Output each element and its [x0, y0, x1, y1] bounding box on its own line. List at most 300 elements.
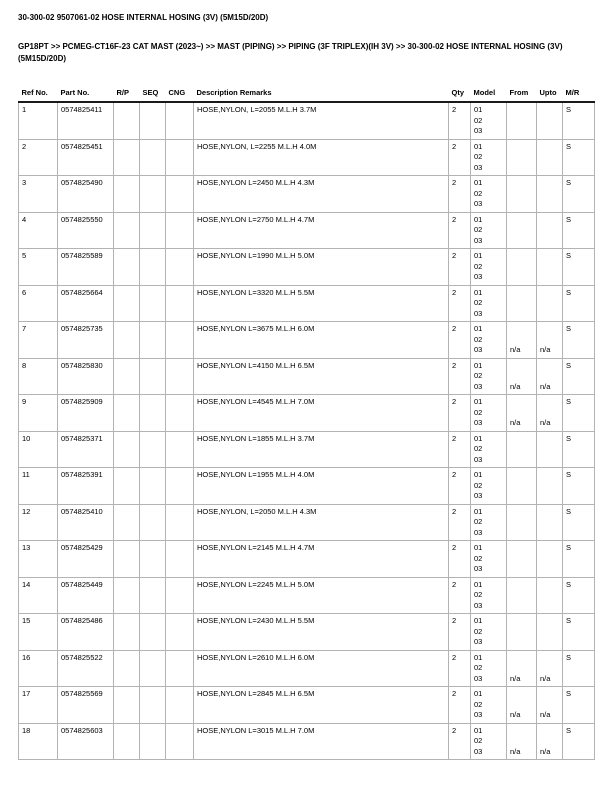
- upto-cell: [537, 395, 563, 432]
- cell-line: n/a: [510, 673, 521, 683]
- model-cell: [471, 614, 507, 651]
- cell-line: n/a: [540, 746, 551, 756]
- cell-line: [540, 590, 559, 601]
- ref-no-cell: 14: [19, 577, 58, 614]
- upto-cell: [537, 577, 563, 614]
- table-row: [19, 139, 595, 176]
- cng-cell: [166, 102, 194, 139]
- qty-cell: 2: [449, 577, 471, 614]
- qty-cell: 2: [449, 322, 471, 359]
- seq-cell: [140, 687, 166, 724]
- col-header-part-no: Part No.: [58, 86, 114, 102]
- description-cell: HOSE,NYLON L=3675 M.L.H 6.0M: [194, 322, 449, 359]
- header-row: [19, 86, 595, 102]
- cell-line: [510, 528, 533, 539]
- mr-cell: S: [563, 687, 595, 724]
- model-cell: [471, 504, 507, 541]
- cell-line: n/a: [540, 418, 551, 428]
- cell-line: [510, 116, 533, 127]
- table-row: [19, 723, 595, 760]
- part-no-cell: 0574825603: [58, 723, 114, 760]
- model-cell: [471, 687, 507, 724]
- cell-line: 02: [474, 517, 483, 527]
- cell-line: [510, 616, 533, 627]
- cell-line: 01: [474, 506, 483, 516]
- cell-line: 02: [474, 225, 483, 235]
- qty-cell: 2: [449, 541, 471, 578]
- cell-line: 02: [474, 261, 483, 271]
- cell-line: [540, 554, 559, 565]
- col-header-cng: CNG: [166, 86, 194, 102]
- cell-line: [540, 637, 559, 648]
- cell-line: [510, 309, 533, 320]
- cell-line: 03: [474, 600, 483, 610]
- cell-line: 03: [474, 272, 483, 282]
- mr-cell: S: [563, 322, 595, 359]
- part-no-cell: 0574825909: [58, 395, 114, 432]
- cell-line: 01: [474, 579, 483, 589]
- cell-line: 01: [474, 178, 483, 188]
- ref-no-cell: 18: [19, 723, 58, 760]
- cng-cell: [166, 541, 194, 578]
- from-cell: [507, 723, 537, 760]
- seq-cell: [140, 541, 166, 578]
- mr-cell: S: [563, 102, 595, 139]
- table-row: [19, 431, 595, 468]
- cell-line: [510, 189, 533, 200]
- description-cell: HOSE,NYLON L=2145 M.L.H 4.7M: [194, 541, 449, 578]
- cell-line: 02: [474, 371, 483, 381]
- cell-line: 01: [474, 689, 483, 699]
- mr-cell: S: [563, 723, 595, 760]
- cell-line: [540, 616, 559, 627]
- cell-line: [540, 663, 559, 674]
- cell-line: [510, 491, 533, 502]
- seq-cell: [140, 212, 166, 249]
- qty-cell: 2: [449, 723, 471, 760]
- ref-no-cell: 10: [19, 431, 58, 468]
- cng-cell: [166, 358, 194, 395]
- cell-line: [510, 288, 533, 299]
- cell-line: [540, 397, 559, 408]
- cell-line: [510, 199, 533, 210]
- cell-line: [510, 444, 533, 455]
- cng-cell: [166, 723, 194, 760]
- cell-line: [540, 580, 559, 591]
- cell-line: [540, 126, 559, 137]
- cell-line: 03: [474, 454, 483, 464]
- ref-no-cell: 1: [19, 102, 58, 139]
- ref-no-cell: 16: [19, 650, 58, 687]
- cell-line: 03: [474, 308, 483, 318]
- description-cell: HOSE,NYLON, L=2050 M.L.H 4.3M: [194, 504, 449, 541]
- model-cell: [471, 176, 507, 213]
- rp-cell: [114, 102, 140, 139]
- cell-line: [510, 225, 533, 236]
- table-row: [19, 358, 595, 395]
- cell-line: 02: [474, 152, 483, 162]
- cell-line: [540, 324, 559, 335]
- cell-line: 01: [474, 251, 483, 261]
- mr-cell: S: [563, 176, 595, 213]
- parts-table-body: [19, 102, 595, 760]
- cell-line: 02: [474, 444, 483, 454]
- mr-cell: S: [563, 614, 595, 651]
- seq-cell: [140, 468, 166, 505]
- cell-line: [510, 105, 533, 116]
- cng-cell: [166, 139, 194, 176]
- cell-line: n/a: [540, 710, 551, 720]
- model-cell: [471, 139, 507, 176]
- from-cell: [507, 614, 537, 651]
- cell-line: [540, 455, 559, 466]
- cell-line: 02: [474, 334, 483, 344]
- part-no-cell: 0574825410: [58, 504, 114, 541]
- upto-cell: [537, 468, 563, 505]
- table-row: [19, 577, 595, 614]
- cell-line: 01: [474, 214, 483, 224]
- seq-cell: [140, 249, 166, 286]
- cell-line: [540, 288, 559, 299]
- cell-line: 03: [474, 637, 483, 647]
- cell-line: 03: [474, 418, 483, 428]
- seq-cell: [140, 504, 166, 541]
- cell-line: [510, 178, 533, 189]
- col-header-model: Model: [471, 86, 507, 102]
- from-cell: [507, 577, 537, 614]
- rp-cell: [114, 249, 140, 286]
- cell-line: 02: [474, 115, 483, 125]
- cell-line: [510, 689, 533, 700]
- cell-line: 01: [474, 287, 483, 297]
- qty-cell: 2: [449, 614, 471, 651]
- cell-line: [540, 361, 559, 372]
- col-header-from: From: [507, 86, 537, 102]
- cell-line: [540, 116, 559, 127]
- qty-cell: 2: [449, 285, 471, 322]
- mr-cell: S: [563, 395, 595, 432]
- cng-cell: [166, 249, 194, 286]
- table-row: [19, 212, 595, 249]
- cng-cell: [166, 650, 194, 687]
- upto-cell: [537, 139, 563, 176]
- cell-line: 03: [474, 199, 483, 209]
- cell-line: [540, 434, 559, 445]
- rp-cell: [114, 468, 140, 505]
- rp-cell: [114, 504, 140, 541]
- cell-line: [510, 663, 533, 674]
- ref-no-cell: 11: [19, 468, 58, 505]
- ref-no-cell: 9: [19, 395, 58, 432]
- ref-no-cell: 17: [19, 687, 58, 724]
- part-no-cell: 0574825589: [58, 249, 114, 286]
- cell-line: 03: [474, 673, 483, 683]
- cell-line: 03: [474, 527, 483, 537]
- rp-cell: [114, 322, 140, 359]
- cell-line: [540, 262, 559, 273]
- part-no-cell: 0574825411: [58, 102, 114, 139]
- part-no-cell: 0574825449: [58, 577, 114, 614]
- col-header-seq: SEQ: [140, 86, 166, 102]
- cell-line: 02: [474, 553, 483, 563]
- col-header-qty: Qty: [449, 86, 471, 102]
- cell-line: [510, 236, 533, 247]
- qty-cell: 2: [449, 139, 471, 176]
- cell-line: [540, 215, 559, 226]
- mr-cell: S: [563, 468, 595, 505]
- cell-line: [540, 105, 559, 116]
- cell-line: n/a: [540, 345, 551, 355]
- cng-cell: [166, 504, 194, 541]
- cell-line: [510, 590, 533, 601]
- mr-cell: S: [563, 577, 595, 614]
- col-header-mr: M/R: [563, 86, 595, 102]
- table-row: [19, 249, 595, 286]
- qty-cell: 2: [449, 176, 471, 213]
- mr-cell: S: [563, 541, 595, 578]
- table-row: [19, 395, 595, 432]
- model-cell: [471, 322, 507, 359]
- seq-cell: [140, 395, 166, 432]
- seq-cell: [140, 577, 166, 614]
- rp-cell: [114, 395, 140, 432]
- model-cell: [471, 468, 507, 505]
- seq-cell: [140, 176, 166, 213]
- cell-line: [540, 517, 559, 528]
- cng-cell: [166, 212, 194, 249]
- part-no-cell: 0574825391: [58, 468, 114, 505]
- cell-line: [540, 199, 559, 210]
- cell-line: [540, 142, 559, 153]
- cng-cell: [166, 431, 194, 468]
- cell-line: 02: [474, 298, 483, 308]
- cell-line: [510, 408, 533, 419]
- cell-line: [540, 371, 559, 382]
- cell-line: 01: [474, 433, 483, 443]
- cell-line: [510, 543, 533, 554]
- qty-cell: 2: [449, 249, 471, 286]
- description-cell: HOSE,NYLON L=3015 M.L.H 7.0M: [194, 723, 449, 760]
- rp-cell: [114, 650, 140, 687]
- cell-line: [510, 434, 533, 445]
- cell-line: [510, 601, 533, 612]
- table-row: [19, 176, 595, 213]
- cell-line: 03: [474, 381, 483, 391]
- qty-cell: 2: [449, 650, 471, 687]
- cell-line: [510, 564, 533, 575]
- seq-cell: [140, 358, 166, 395]
- seq-cell: [140, 431, 166, 468]
- cng-cell: [166, 395, 194, 432]
- ref-no-cell: 2: [19, 139, 58, 176]
- description-cell: HOSE,NYLON L=2750 M.L.H 4.7M: [194, 212, 449, 249]
- col-header-upto: Upto: [537, 86, 563, 102]
- from-cell: [507, 176, 537, 213]
- cell-line: [540, 251, 559, 262]
- cell-line: [540, 189, 559, 200]
- cell-line: [510, 580, 533, 591]
- cell-line: [540, 700, 559, 711]
- cell-line: 03: [474, 491, 483, 501]
- cell-line: [540, 726, 559, 737]
- part-no-cell: 0574825830: [58, 358, 114, 395]
- cell-line: [540, 152, 559, 163]
- ref-no-cell: 3: [19, 176, 58, 213]
- ref-no-cell: 4: [19, 212, 58, 249]
- cell-line: 03: [474, 345, 483, 355]
- qty-cell: 2: [449, 687, 471, 724]
- cell-line: [510, 272, 533, 283]
- cell-line: 03: [474, 235, 483, 245]
- seq-cell: [140, 102, 166, 139]
- qty-cell: 2: [449, 504, 471, 541]
- cng-cell: [166, 577, 194, 614]
- part-no-cell: 0574825735: [58, 322, 114, 359]
- col-header-ref-no: Ref No.: [19, 86, 58, 102]
- cell-line: [540, 444, 559, 455]
- cell-line: [540, 335, 559, 346]
- upto-cell: [537, 650, 563, 687]
- model-cell: [471, 285, 507, 322]
- cell-line: [510, 324, 533, 335]
- mr-cell: S: [563, 249, 595, 286]
- rp-cell: [114, 139, 140, 176]
- from-cell: [507, 322, 537, 359]
- cell-line: [510, 371, 533, 382]
- qty-cell: 2: [449, 358, 471, 395]
- cell-line: [510, 726, 533, 737]
- rp-cell: [114, 285, 140, 322]
- description-cell: HOSE,NYLON L=1955 M.L.H 4.0M: [194, 468, 449, 505]
- cell-line: 01: [474, 360, 483, 370]
- parts-table-header: [19, 86, 595, 102]
- qty-cell: 2: [449, 431, 471, 468]
- upto-cell: [537, 249, 563, 286]
- cell-line: [510, 215, 533, 226]
- cell-line: n/a: [540, 381, 551, 391]
- part-no-cell: 0574825486: [58, 614, 114, 651]
- cell-line: [540, 507, 559, 518]
- mr-cell: S: [563, 431, 595, 468]
- table-row: [19, 504, 595, 541]
- cell-line: 02: [474, 663, 483, 673]
- cell-line: 01: [474, 470, 483, 480]
- table-row: [19, 322, 595, 359]
- cng-cell: [166, 468, 194, 505]
- mr-cell: S: [563, 285, 595, 322]
- ref-no-cell: 6: [19, 285, 58, 322]
- model-cell: [471, 212, 507, 249]
- from-cell: [507, 285, 537, 322]
- from-cell: [507, 541, 537, 578]
- rp-cell: [114, 431, 140, 468]
- from-cell: [507, 468, 537, 505]
- seq-cell: [140, 650, 166, 687]
- cell-line: 02: [474, 480, 483, 490]
- mr-cell: S: [563, 139, 595, 176]
- rp-cell: [114, 358, 140, 395]
- from-cell: [507, 431, 537, 468]
- model-cell: [471, 650, 507, 687]
- cng-cell: [166, 614, 194, 651]
- cell-line: 01: [474, 141, 483, 151]
- upto-cell: [537, 614, 563, 651]
- cell-line: n/a: [510, 345, 521, 355]
- cell-line: [510, 335, 533, 346]
- ref-no-cell: 7: [19, 322, 58, 359]
- breadcrumb: GP18PT >> PCMEG-CT16F-23 CAT MAST (2023~) >> MAST (PIPING) >> PIPING (3F TRIPLEX)(IH 3V) >> 30-300-02 HOSE INTERNAL HOSING (3V) (5M15D/20D): [18, 42, 563, 63]
- model-cell: [471, 723, 507, 760]
- upto-cell: [537, 322, 563, 359]
- col-header-description: Description Remarks: [194, 86, 449, 102]
- cell-line: [540, 543, 559, 554]
- model-cell: [471, 431, 507, 468]
- cell-line: [510, 142, 533, 153]
- from-cell: [507, 395, 537, 432]
- cell-line: 03: [474, 746, 483, 756]
- cell-line: 01: [474, 652, 483, 662]
- upto-cell: [537, 212, 563, 249]
- upto-cell: [537, 431, 563, 468]
- seq-cell: [140, 614, 166, 651]
- cell-line: 01: [474, 105, 483, 115]
- description-cell: HOSE,NYLON L=1990 M.L.H 5.0M: [194, 249, 449, 286]
- cell-line: 03: [474, 162, 483, 172]
- cell-line: [510, 554, 533, 565]
- mr-cell: S: [563, 358, 595, 395]
- description-cell: HOSE,NYLON L=4545 M.L.H 7.0M: [194, 395, 449, 432]
- parts-table: [18, 86, 595, 760]
- table-row: [19, 285, 595, 322]
- cell-line: 01: [474, 324, 483, 334]
- cell-line: [510, 298, 533, 309]
- cell-line: [540, 601, 559, 612]
- cell-line: 01: [474, 725, 483, 735]
- model-cell: [471, 358, 507, 395]
- cell-line: 02: [474, 590, 483, 600]
- cell-line: 02: [474, 736, 483, 746]
- cell-line: [510, 470, 533, 481]
- cell-line: [510, 361, 533, 372]
- cell-line: 02: [474, 699, 483, 709]
- cell-line: 02: [474, 188, 483, 198]
- from-cell: [507, 358, 537, 395]
- upto-cell: [537, 176, 563, 213]
- cell-line: n/a: [540, 673, 551, 683]
- page-title: 30-300-02 9507061-02 HOSE INTERNAL HOSING (3V) (5M15D/20D): [18, 13, 269, 22]
- rp-cell: [114, 541, 140, 578]
- cell-line: [540, 470, 559, 481]
- cell-line: n/a: [510, 418, 521, 428]
- ref-no-cell: 12: [19, 504, 58, 541]
- cell-line: [540, 736, 559, 747]
- from-cell: [507, 687, 537, 724]
- cell-line: [540, 689, 559, 700]
- upto-cell: [537, 285, 563, 322]
- cell-line: [510, 653, 533, 664]
- from-cell: [507, 102, 537, 139]
- part-no-cell: 0574825664: [58, 285, 114, 322]
- description-cell: HOSE,NYLON L=2845 M.L.H 6.5M: [194, 687, 449, 724]
- qty-cell: 2: [449, 468, 471, 505]
- part-no-cell: 0574825490: [58, 176, 114, 213]
- description-cell: HOSE,NYLON L=1855 M.L.H 3.7M: [194, 431, 449, 468]
- cell-line: [510, 736, 533, 747]
- description-cell: HOSE,NYLON L=2610 M.L.H 6.0M: [194, 650, 449, 687]
- rp-cell: [114, 577, 140, 614]
- cng-cell: [166, 687, 194, 724]
- cell-line: 03: [474, 710, 483, 720]
